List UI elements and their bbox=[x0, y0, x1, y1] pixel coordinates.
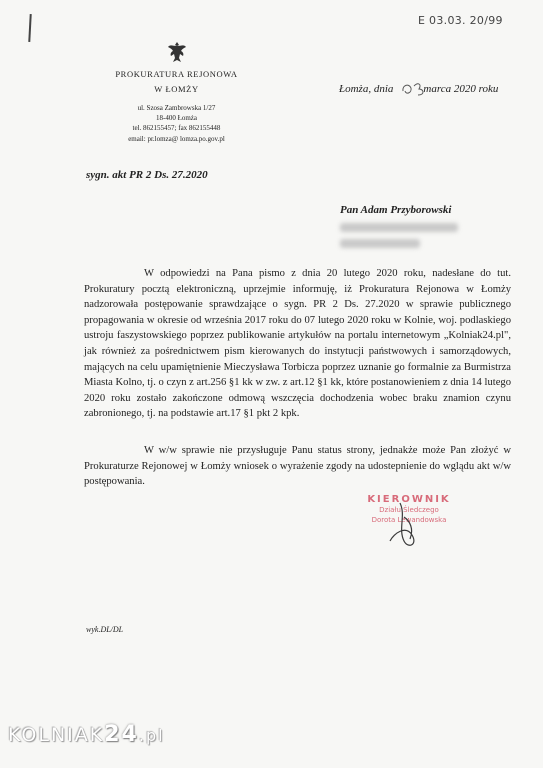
redacted-address-line-2 bbox=[340, 239, 420, 248]
handwritten-day-scribble bbox=[400, 80, 434, 98]
watermark-text: KOLNIAK bbox=[8, 724, 105, 746]
office-city: W ŁOMŻY bbox=[154, 84, 199, 94]
margin-pen-mark bbox=[28, 14, 31, 42]
redacted-address-line-1 bbox=[340, 223, 458, 232]
watermark-number: 24 bbox=[104, 722, 139, 747]
stamp-department: Działu Śledczego bbox=[379, 506, 439, 514]
letter-paragraph-1: W odpowiedzi na Pana pismo z dnia 20 lutego 2020 roku, nadesłane do tut. Prokuratury pocztą elektroniczną, uprzejmie informuję, iż Prokuratura Rejonowa w Łomży nadzorowała postępowanie sprawdzające o sygn. PR 2 Ds. 27.2020 w sprawie publicznego propagowania w okresie od września 2017 roku do 07 lutego 2020 roku w Kolnie, woj. podlaskiego ustroju faszystowskiego poprzez publikowanie artykułów na portalu internetowym „Kolniak24.pl", jak również za pośrednictwem pism kierowanych do instytucji państwowych i samorządowych, mających na celu upamiętnienie Mieczysława Torbicza poprzez uznanie go formalnie za Burmistrza Miasta Kolno, tj. o czyn z art.256 §1 kk w zw. z art.12 §1 kk, które postanowieniem z dnia 14 lutego 2020 roku zostało zakończone odmową wszczęcia dochodzenia wobec braku znamion czynu zabronionego, tj. na podstawie art.17 §1 pkt 2 kpk. bbox=[84, 268, 511, 420]
handwritten-registration-note: E 03.03. 20/99 bbox=[418, 14, 503, 27]
letter-paragraph-2: W w/w sprawie nie przysługuje Panu status strony, jednakże może Pan złożyć w Prokuraturze Rejonowej w Łomży wniosek o wyrażenie zgody na udostepnienie do wglądu akt w/w postępowania. bbox=[84, 445, 511, 488]
stamp-person: Dorota Lewandowska bbox=[371, 516, 447, 524]
city-date-month: marca 2020 roku bbox=[423, 83, 499, 95]
stamp-title: KIEROWNIK bbox=[367, 494, 451, 505]
watermark-suffix: .pl bbox=[138, 726, 165, 745]
office-name: PROKURATURA REJONOWA bbox=[115, 69, 238, 79]
address-street: ul. Szosa Zambrowska 1/27 bbox=[137, 104, 216, 112]
handwritten-signature bbox=[360, 495, 440, 555]
eagle-emblem-icon bbox=[167, 40, 187, 64]
site-watermark bbox=[8, 722, 165, 747]
recipient-name: Pan Adam Przyborowski bbox=[340, 204, 452, 216]
office-address bbox=[99, 103, 254, 144]
city-date-prefix: Łomża, dnia bbox=[339, 83, 394, 95]
office-header bbox=[99, 67, 254, 97]
address-email: email: pr.lomza@ lomza.po.gov.pl bbox=[128, 134, 225, 143]
author-initials: wyk.DL/DL bbox=[86, 625, 124, 634]
address-phone: tel. 862155457; fax 862155448 bbox=[132, 124, 221, 133]
address-postal: 18-400 Łomża bbox=[155, 114, 197, 123]
file-signature: sygn. akt PR 2 Ds. 27.2020 bbox=[86, 169, 208, 181]
